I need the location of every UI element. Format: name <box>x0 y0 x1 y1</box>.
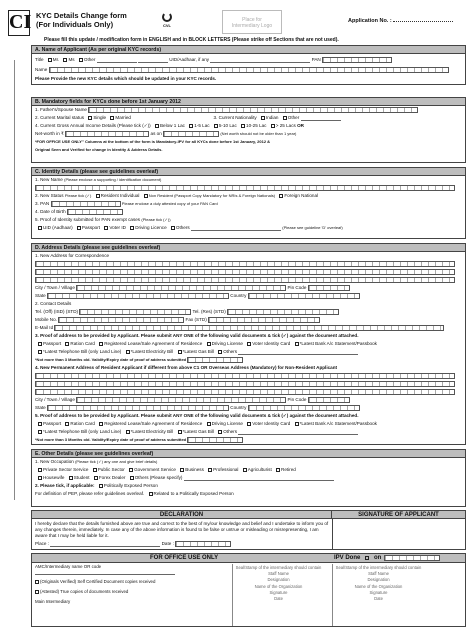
forex-dealer-checkbox[interactable] <box>94 476 98 480</box>
perm-city-boxes[interactable] <box>76 397 286 403</box>
title-mr-checkbox[interactable] <box>48 58 52 62</box>
amc-code-field[interactable] <box>35 570 175 575</box>
fax-boxes[interactable] <box>208 317 320 323</box>
perm-address-line-3[interactable] <box>35 389 455 395</box>
housewife-checkbox[interactable] <box>38 476 42 480</box>
permanent-address-label: 4. New Permanent Address of Resident Applicant if different from above C1 OR Overseas Address (Mandatory) for Non-Resident Applicant <box>35 365 338 370</box>
pan-boxes[interactable] <box>322 57 392 63</box>
section-a: A. Name of Applicant (As per original KYC records) Title Mr. Ms Other UID/Aadhaar, if any PAN Name Please Provide the new KYC details which should be updated in your KYC records. <box>31 45 466 85</box>
perm-passport-checkbox[interactable] <box>38 422 42 426</box>
indian-checkbox[interactable] <box>261 116 265 120</box>
signature-heading: SIGNATURE OF APPLICANT <box>332 511 465 519</box>
country-boxes[interactable] <box>248 293 360 299</box>
nationality-other-field[interactable] <box>301 116 341 121</box>
office-use-footnote-2: Original Seen and Verified for change in Identity & Address Details. <box>35 147 163 152</box>
section-a-heading: A. Name of Applicant (As per original KYC records) <box>32 46 465 54</box>
others-proof-checkbox[interactable] <box>171 226 175 230</box>
passport-proof-checkbox[interactable] <box>77 226 81 230</box>
application-number: Application No. : <box>348 18 453 24</box>
tel-res-boxes[interactable] <box>227 309 339 315</box>
addr-gas-checkbox[interactable] <box>178 350 182 354</box>
section-d-heading: D. Address Details (please see guidelines overleaf) <box>32 244 465 252</box>
perm-others-checkbox[interactable] <box>218 430 222 434</box>
title-ms-checkbox[interactable] <box>63 58 67 62</box>
perm-lease-checkbox[interactable] <box>99 422 103 426</box>
office-use-heading: FOR OFFICE USE ONLY IPV Done on <box>32 554 465 563</box>
perm-dl-checkbox[interactable] <box>207 422 211 426</box>
cvl-icon <box>162 12 172 22</box>
networth-boxes[interactable] <box>65 131 149 137</box>
perm-pin-boxes[interactable] <box>308 397 350 403</box>
proof-address-2-instruction: 5. Proof of address to be provided by Applicant. Please submit ANY ONE of the following valid documents & tick (✓) against the document attached. <box>35 413 359 418</box>
addr-dl-checkbox[interactable] <box>207 342 211 346</box>
stamp-box-right[interactable]: Seal/Stamp of the intermediary should contain Staff Name Designation Name of the Organization Signature Date <box>332 564 424 626</box>
income-above-25-checkbox[interactable] <box>271 124 275 128</box>
tel-off-boxes[interactable] <box>79 309 191 315</box>
intermediary-logo-placeholder: Place for Intermediary Logo <box>222 10 282 34</box>
proof-address-instruction: 3. Proof of address to be provided by Applicant. Please submit ANY ONE of the following valid documents & tick (✓) against the document attached. <box>35 333 359 338</box>
perm-bank-checkbox[interactable] <box>295 422 299 426</box>
addr-ration-checkbox[interactable] <box>65 342 69 346</box>
married-checkbox[interactable] <box>110 116 114 120</box>
income-1-5-checkbox[interactable] <box>189 124 193 128</box>
perm-ration-checkbox[interactable] <box>65 422 69 426</box>
pin-boxes[interactable] <box>308 285 350 291</box>
father-name-boxes[interactable] <box>88 107 418 113</box>
ipv-date-boxes[interactable] <box>384 555 440 561</box>
addr-validity-boxes[interactable] <box>187 357 243 363</box>
income-below-1-checkbox[interactable] <box>155 124 159 128</box>
other-nationality-checkbox[interactable] <box>283 116 287 120</box>
related-pep-checkbox[interactable] <box>149 492 153 496</box>
public-sector-checkbox[interactable] <box>93 468 97 472</box>
section-b: B. Mandatory fields for KYCs done before 1st January 2012 1. Father's/Spouse Name 2. Current Marital status Single Married 3. Current Nationality Indian Other 4. Current Gross Annual Income Details (Please tick (✓)) Below 1 Lac 1-5 Lac 5-10 Lac 10-25 Lac > 25 Lacs OR Net-worth in ₹ as on (Net worth should not be older than 1 year) *FOR OFFICE USE ONLY" Columns at the bottom of the form is Mandatory-IPV for all KYCs done before 1st January, 2012 & Original Seen and Verified for change in Identity & Address Details. <box>31 97 466 163</box>
perm-state-boxes[interactable] <box>47 405 229 411</box>
addr-others-checkbox[interactable] <box>218 350 222 354</box>
addr-electricity-checkbox[interactable] <box>126 350 130 354</box>
income-5-10-checkbox[interactable] <box>214 124 218 128</box>
office-left-column: AMC/Intermediary name OR code (Originals Verified) Self Certified Document copies received (Attested) True copies of documents received Main Intermediary <box>35 564 185 605</box>
mobile-boxes[interactable] <box>58 317 184 323</box>
form-title: KYC Details Change form (For Individuals Only) <box>36 11 127 29</box>
name-boxes[interactable] <box>49 67 449 73</box>
perm-others-field[interactable] <box>238 430 358 435</box>
addr-telephone-checkbox[interactable] <box>38 350 42 354</box>
side-margin <box>6 60 24 500</box>
occupation-other-field[interactable] <box>184 476 334 481</box>
perm-voter-checkbox[interactable] <box>247 422 251 426</box>
perm-address-line-2[interactable] <box>35 381 455 387</box>
office-use-footnote-1: *FOR OFFICE USE ONLY" Columns at the bottom of the form is Mandatory-IPV for all KYCs done before 1st January, 2012 & <box>35 139 271 144</box>
section-d: D. Address Details (please see guidelines overleaf) 1. New Address for Correspondence City / Town / Village Pin Code State Country 2. Contact Details Tel. (Off) (ISD) (STD) Tel. (Res) (STD) Mobile No. Fax (STD) E-Mail Id 3. Proof of address to be provided by Applicant. Please submit ANY ONE of the following valid documents & tick (✓) against the document attached. Passport Ration Card Registered Lease/Sale Agreement of Residence Driving License Voter Identity Card *Latest Bank A/c Statement/Passbook *Latest Telephone Bill (only Land Line) *Latest Electricity Bill *Latest Gas Bill Others *Not more than 3 Months old. Validity/Expiry date of proof of address submitted 4. New Permanent Address of Resident Applicant if different from above C1 OR Overseas Address (Mandatory) for Non-Resident Applicant City / Town / Village Pin Code State Country 5. Proof of address to be provided by Applicant. Please submit ANY ONE of the following valid documents & tick (✓) against the document attached. Passport Ration Card Registered Lease/Sale Agreement of Residence Driving License Voter Identity Card *Latest Bank A/c Statement/Passbook *Latest Telephone Bill (only Land Line) *Latest Electricity Bill *Latest Gas Bill Others *Not more than 3 Months old. Validity/Expiry date of proof of address submitted <box>31 243 466 445</box>
perm-telephone-checkbox[interactable] <box>38 430 42 434</box>
student-checkbox[interactable] <box>69 476 73 480</box>
uid-prefix-field[interactable] <box>138 58 168 63</box>
proof-other-field[interactable] <box>191 226 281 231</box>
professional-checkbox[interactable] <box>208 468 212 472</box>
perm-country-boxes[interactable] <box>248 405 360 411</box>
addr-bank-checkbox[interactable] <box>295 342 299 346</box>
business-checkbox[interactable] <box>180 468 184 472</box>
uid-proof-checkbox[interactable] <box>38 226 42 230</box>
section-c-heading: C. Identity Details (please see guidelines overleaf) <box>32 168 465 176</box>
city-boxes[interactable] <box>76 285 286 291</box>
others-occupation-checkbox[interactable] <box>130 476 134 480</box>
office-use-section <box>31 553 466 627</box>
foreign-national-checkbox[interactable] <box>279 194 283 198</box>
address-line-2[interactable] <box>35 269 455 275</box>
uid-field[interactable] <box>210 58 310 63</box>
addr-others-field[interactable] <box>238 350 358 355</box>
government-service-checkbox[interactable] <box>129 468 133 472</box>
addr-lease-checkbox[interactable] <box>99 342 103 346</box>
instruction-text: Please fill this update / modification form in ENGLISH and in BLOCK LETTERS (Please strike off Sections that are not used). <box>44 37 339 43</box>
signature-box[interactable] <box>332 519 465 550</box>
addr-voter-checkbox[interactable] <box>247 342 251 346</box>
perm-validity-boxes[interactable] <box>187 437 243 443</box>
declaration-date-boxes[interactable] <box>175 541 231 547</box>
kyc-update-note: Please Provide the new KYC details which should be updated in your KYC records. <box>35 76 217 81</box>
email-boxes[interactable] <box>54 325 444 331</box>
new-pan-boxes[interactable] <box>51 201 121 207</box>
pep-checkbox[interactable] <box>99 484 103 488</box>
declaration-section <box>31 510 466 550</box>
perm-address-line-1[interactable] <box>35 373 455 379</box>
declaration-text: I hereby declare that the details furnished above are true and correct to the best of my/our knowledge and belief and I undertake to inform you of any changes therein, immediately. In case any of the above information is found to be false or untrue or misleading or misrepresenting, I am aware that I may be held liable for it. Place : Date : <box>35 521 329 546</box>
agriculturist-checkbox[interactable] <box>243 468 247 472</box>
section-c: C. Identity Details (please see guidelines overleaf) 1. New Name (Please enclose a supporting / identification document) 2. New Status Please tick (✓) Resident Individual Non Resident (Passport Copy Mandatory for NRIs & Foreign Nationals) Foreign National 3. PAN Please enclose a duly attested copy of your PAN Card 4. Date of Birth 5. Proof of Identity submitted for PAN exempt cases (Please tick (✓)) UID (Aadhaar) Passport Voter ID Driving Licence Others (Please see guideline 'D' overleaf) <box>31 167 466 239</box>
voter-proof-checkbox[interactable] <box>104 226 108 230</box>
networth-date-boxes[interactable] <box>163 131 219 137</box>
section-e-heading: E. Other Details (please see guidelines overleaf) <box>32 450 465 458</box>
new-name-boxes[interactable] <box>35 185 455 191</box>
dl-proof-checkbox[interactable] <box>130 226 134 230</box>
margin-line <box>14 60 15 500</box>
income-10-25-checkbox[interactable] <box>241 124 245 128</box>
addr-passport-checkbox[interactable] <box>38 342 42 346</box>
address-line-1[interactable] <box>35 261 455 267</box>
section-b-heading: B. Mandatory fields for KYCs done before 1st January 2012 <box>32 98 465 106</box>
stamp-box-left[interactable]: Seal/Stamp of the intermediary should contain Staff Name Designation Name of the Organization Signature Date <box>232 564 324 626</box>
perm-electricity-checkbox[interactable] <box>126 430 130 434</box>
title-other-field[interactable] <box>97 58 137 63</box>
place-field[interactable] <box>50 542 160 547</box>
form-header <box>8 8 468 43</box>
section-e: E. Other Details (please see guidelines overleaf) 1. New Occupation (Please tick (✓) any one and give brief details) Private Sector Service Public Sector Government Service Business Professional Agriculturist Retired Housewife Student Forex Dealer Others (Please specify) 2. Please tick, if applicable: Politically Exposed Person For definition of PEP, please refer guidelines overleaf. Related to a Politically Exposed Person <box>31 449 466 507</box>
attested-copies-checkbox[interactable] <box>35 590 39 594</box>
form-code-logo: CI <box>8 10 30 36</box>
cvl-logo: CVL <box>156 12 178 28</box>
single-checkbox[interactable] <box>88 116 92 120</box>
retired-checkbox[interactable] <box>276 468 280 472</box>
perm-gas-checkbox[interactable] <box>178 430 182 434</box>
ipv-done-checkbox[interactable] <box>365 556 369 560</box>
title-other-checkbox[interactable] <box>79 58 83 62</box>
state-boxes[interactable] <box>47 293 229 299</box>
dob-boxes[interactable] <box>67 209 123 215</box>
address-line-3[interactable] <box>35 277 455 283</box>
originals-verified-checkbox[interactable] <box>35 580 39 584</box>
application-number-field[interactable] <box>393 21 453 22</box>
resident-checkbox[interactable] <box>96 194 100 198</box>
declaration-heading: DECLARATION <box>32 511 332 519</box>
private-sector-checkbox[interactable] <box>38 468 42 472</box>
non-resident-checkbox[interactable] <box>144 194 148 198</box>
